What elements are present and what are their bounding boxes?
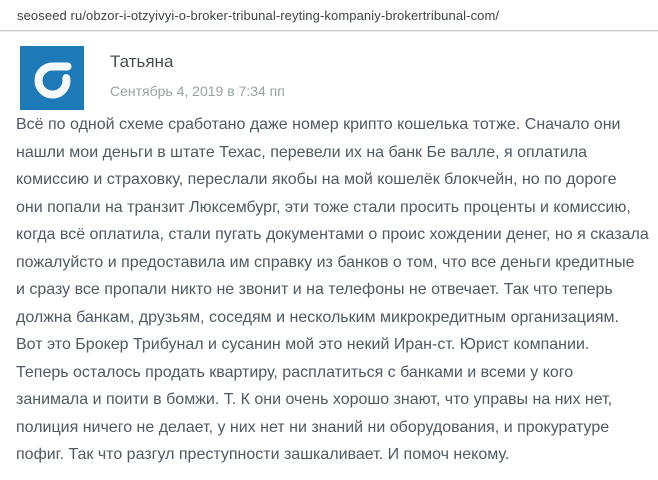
comment-author: Татьяна	[110, 52, 174, 71]
header-divider	[0, 30, 658, 32]
gravatar-power-icon	[20, 46, 84, 110]
comment-text: Всё по одной схеме сработано даже номер крипто кошелька тотже. Сначало они нашли мои деньги в штате Техас, перевели их на банк Бе валле, я оплатила комиссию и страховку, переслали якобы на мой кошелёк блокчейн, но по дороге они попали на транзит Люксембург, эти тоже стали просить проценты и комиссию, когда всё оплатила, стали пугать документами о проис хождении денег, но я сказала пожалуйсто и предоставила им справку из банков о том, что все деньги кредитные и сразу все пропали никто не звонит и на телефоны не отвечает. Так что теперь должна банкам, друзьям, соседям и нескольким микрокредитным организациям. Вот это Брокер Трибунал и сусанин мой это некий Иран-ст. Юрист компании. Теперь осталось продать квартиру, расплатиться с банками и всеми у кого занимала и поити в бомжи. Т. К они очень хорошо знают, что управы на них нет, полиция ничего не делает, у них нет ни знаний ни оборудования, и прокуратуре пофиг. Так что разгул преступности зашкаливает. И помоч некому.	[16, 116, 649, 463]
comment-date: Сентябрь 4, 2019 в 7:34 пп	[110, 83, 285, 99]
page-url: seoseed ru/obzor-i-otzyivyi-o-broker-tribunal-reyting-kompaniy-brokertribunal-com/	[17, 8, 500, 23]
avatar	[20, 46, 84, 110]
